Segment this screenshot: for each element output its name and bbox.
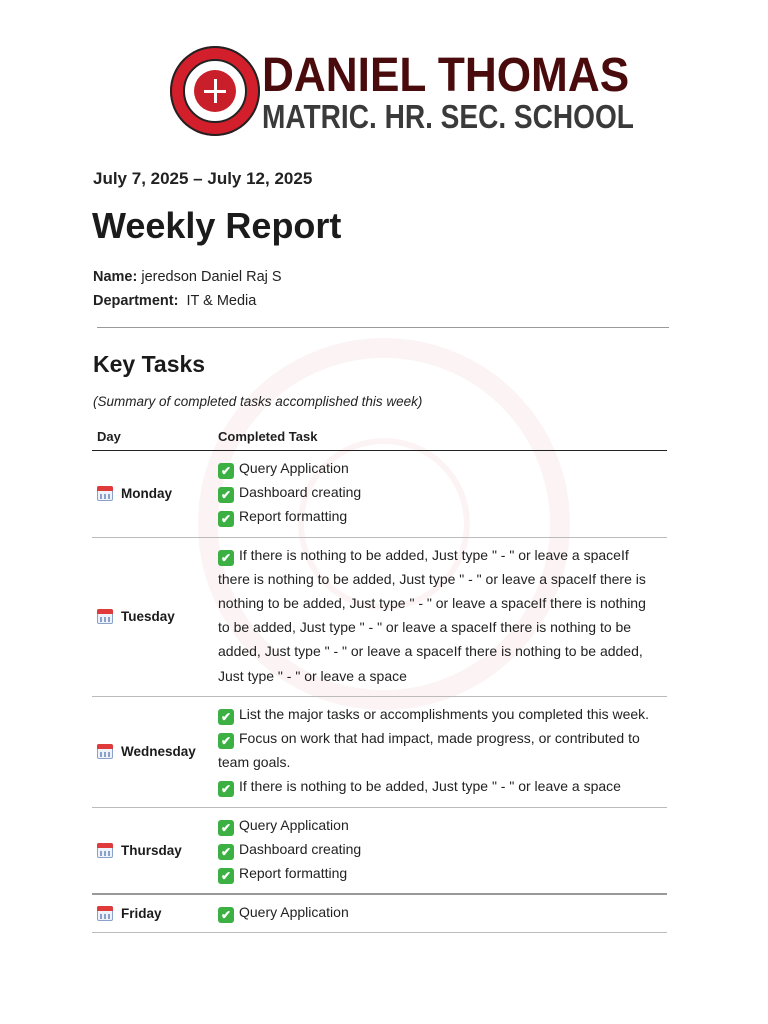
day-label: Tuesday	[121, 609, 175, 625]
calendar-icon	[97, 744, 113, 759]
section-note: (Summary of completed tasks accomplished this week)	[93, 394, 423, 409]
task-text: Query Application	[239, 904, 349, 921]
task-text: Dashboard creating	[239, 484, 362, 501]
table-row	[92, 538, 667, 697]
check-mark-button-icon: ✔	[218, 463, 234, 479]
department-line	[93, 293, 256, 309]
task-item	[218, 456, 659, 480]
day-cell	[97, 697, 196, 807]
task-item	[218, 480, 659, 504]
check-mark-button-icon: ✔	[218, 709, 234, 725]
day-label: Friday	[121, 906, 162, 922]
check-mark-button-icon: ✔	[218, 907, 234, 923]
calendar-icon	[97, 486, 113, 501]
task-cell	[218, 697, 667, 807]
task-item	[218, 837, 659, 861]
task-item	[218, 726, 659, 774]
school-name: DANIEL THOMAS	[262, 49, 630, 102]
task-cell	[218, 808, 667, 894]
school-subtitle: MATRIC. HR. SEC. SCHOOL	[262, 98, 634, 135]
name-value: jeredson Daniel Raj S	[141, 269, 282, 285]
name-label: Name:	[93, 269, 138, 285]
task-text: Report formatting	[239, 865, 348, 882]
task-item	[218, 702, 659, 726]
tasks-table	[92, 420, 667, 933]
column-header-task: Completed Task	[218, 429, 318, 444]
day-cell	[97, 451, 172, 537]
table-row	[92, 808, 667, 896]
task-item	[218, 861, 659, 885]
table-header	[92, 420, 667, 451]
task-text: Report formatting	[239, 508, 348, 525]
section-heading: Key Tasks	[93, 351, 206, 377]
department-value: IT & Media	[186, 293, 257, 309]
date-range: July 7, 2025 – July 12, 2025	[93, 169, 313, 188]
task-text: If there is nothing to be added, Just type " - " or leave a space	[239, 778, 621, 795]
department-label: Department:	[93, 293, 179, 309]
calendar-icon	[97, 843, 113, 858]
task-text: Dashboard creating	[239, 840, 362, 857]
day-cell	[97, 895, 162, 932]
check-mark-button-icon: ✔	[218, 550, 234, 566]
task-item	[218, 543, 659, 688]
divider	[97, 327, 669, 328]
day-label: Thursday	[121, 842, 182, 858]
school-logo	[170, 46, 260, 136]
table-row	[92, 451, 667, 538]
check-mark-button-icon: ✔	[218, 511, 234, 527]
school-header	[170, 46, 634, 136]
task-text: If there is nothing to be added, Just type " - " or leave a spaceIf there is nothing to be added, Just type " - " or leave a spaceIf there is nothing to be added, Just type " - " or leave a spaceIf there is nothing to be added, Just type " - " or leave a spaceIf there is nothing to be added, Just type " - " or leave a spaceIf there is nothing to be added, Just type " - " or leave a space	[218, 546, 646, 684]
name-line	[93, 269, 282, 285]
day-cell	[97, 538, 175, 696]
check-mark-button-icon: ✔	[218, 844, 234, 860]
task-item	[218, 813, 659, 837]
task-text: Query Application	[239, 460, 349, 476]
task-item	[218, 504, 659, 528]
calendar-icon	[97, 906, 113, 921]
day-label: Wednesday	[121, 744, 196, 760]
task-cell	[218, 451, 667, 537]
task-text: Query Application	[239, 816, 349, 833]
task-text: List the major tasks or accomplishments you completed this week.	[239, 705, 650, 722]
page-title: Weekly Report	[92, 205, 342, 246]
check-mark-button-icon: ✔	[218, 868, 234, 884]
day-cell	[97, 808, 182, 894]
task-text: Focus on work that had impact, made progress, or contributed to team goals.	[218, 730, 640, 771]
check-mark-button-icon: ✔	[218, 781, 234, 797]
task-item	[218, 774, 659, 798]
table-row	[92, 697, 667, 808]
check-mark-button-icon: ✔	[218, 487, 234, 503]
check-mark-button-icon: ✔	[218, 733, 234, 749]
column-header-day: Day	[97, 429, 121, 444]
task-item	[218, 900, 659, 924]
day-label: Monday	[121, 486, 173, 502]
task-cell	[218, 895, 667, 932]
task-cell	[218, 538, 667, 696]
check-mark-button-icon: ✔	[218, 820, 234, 836]
table-row	[92, 895, 667, 933]
calendar-icon	[97, 609, 113, 624]
